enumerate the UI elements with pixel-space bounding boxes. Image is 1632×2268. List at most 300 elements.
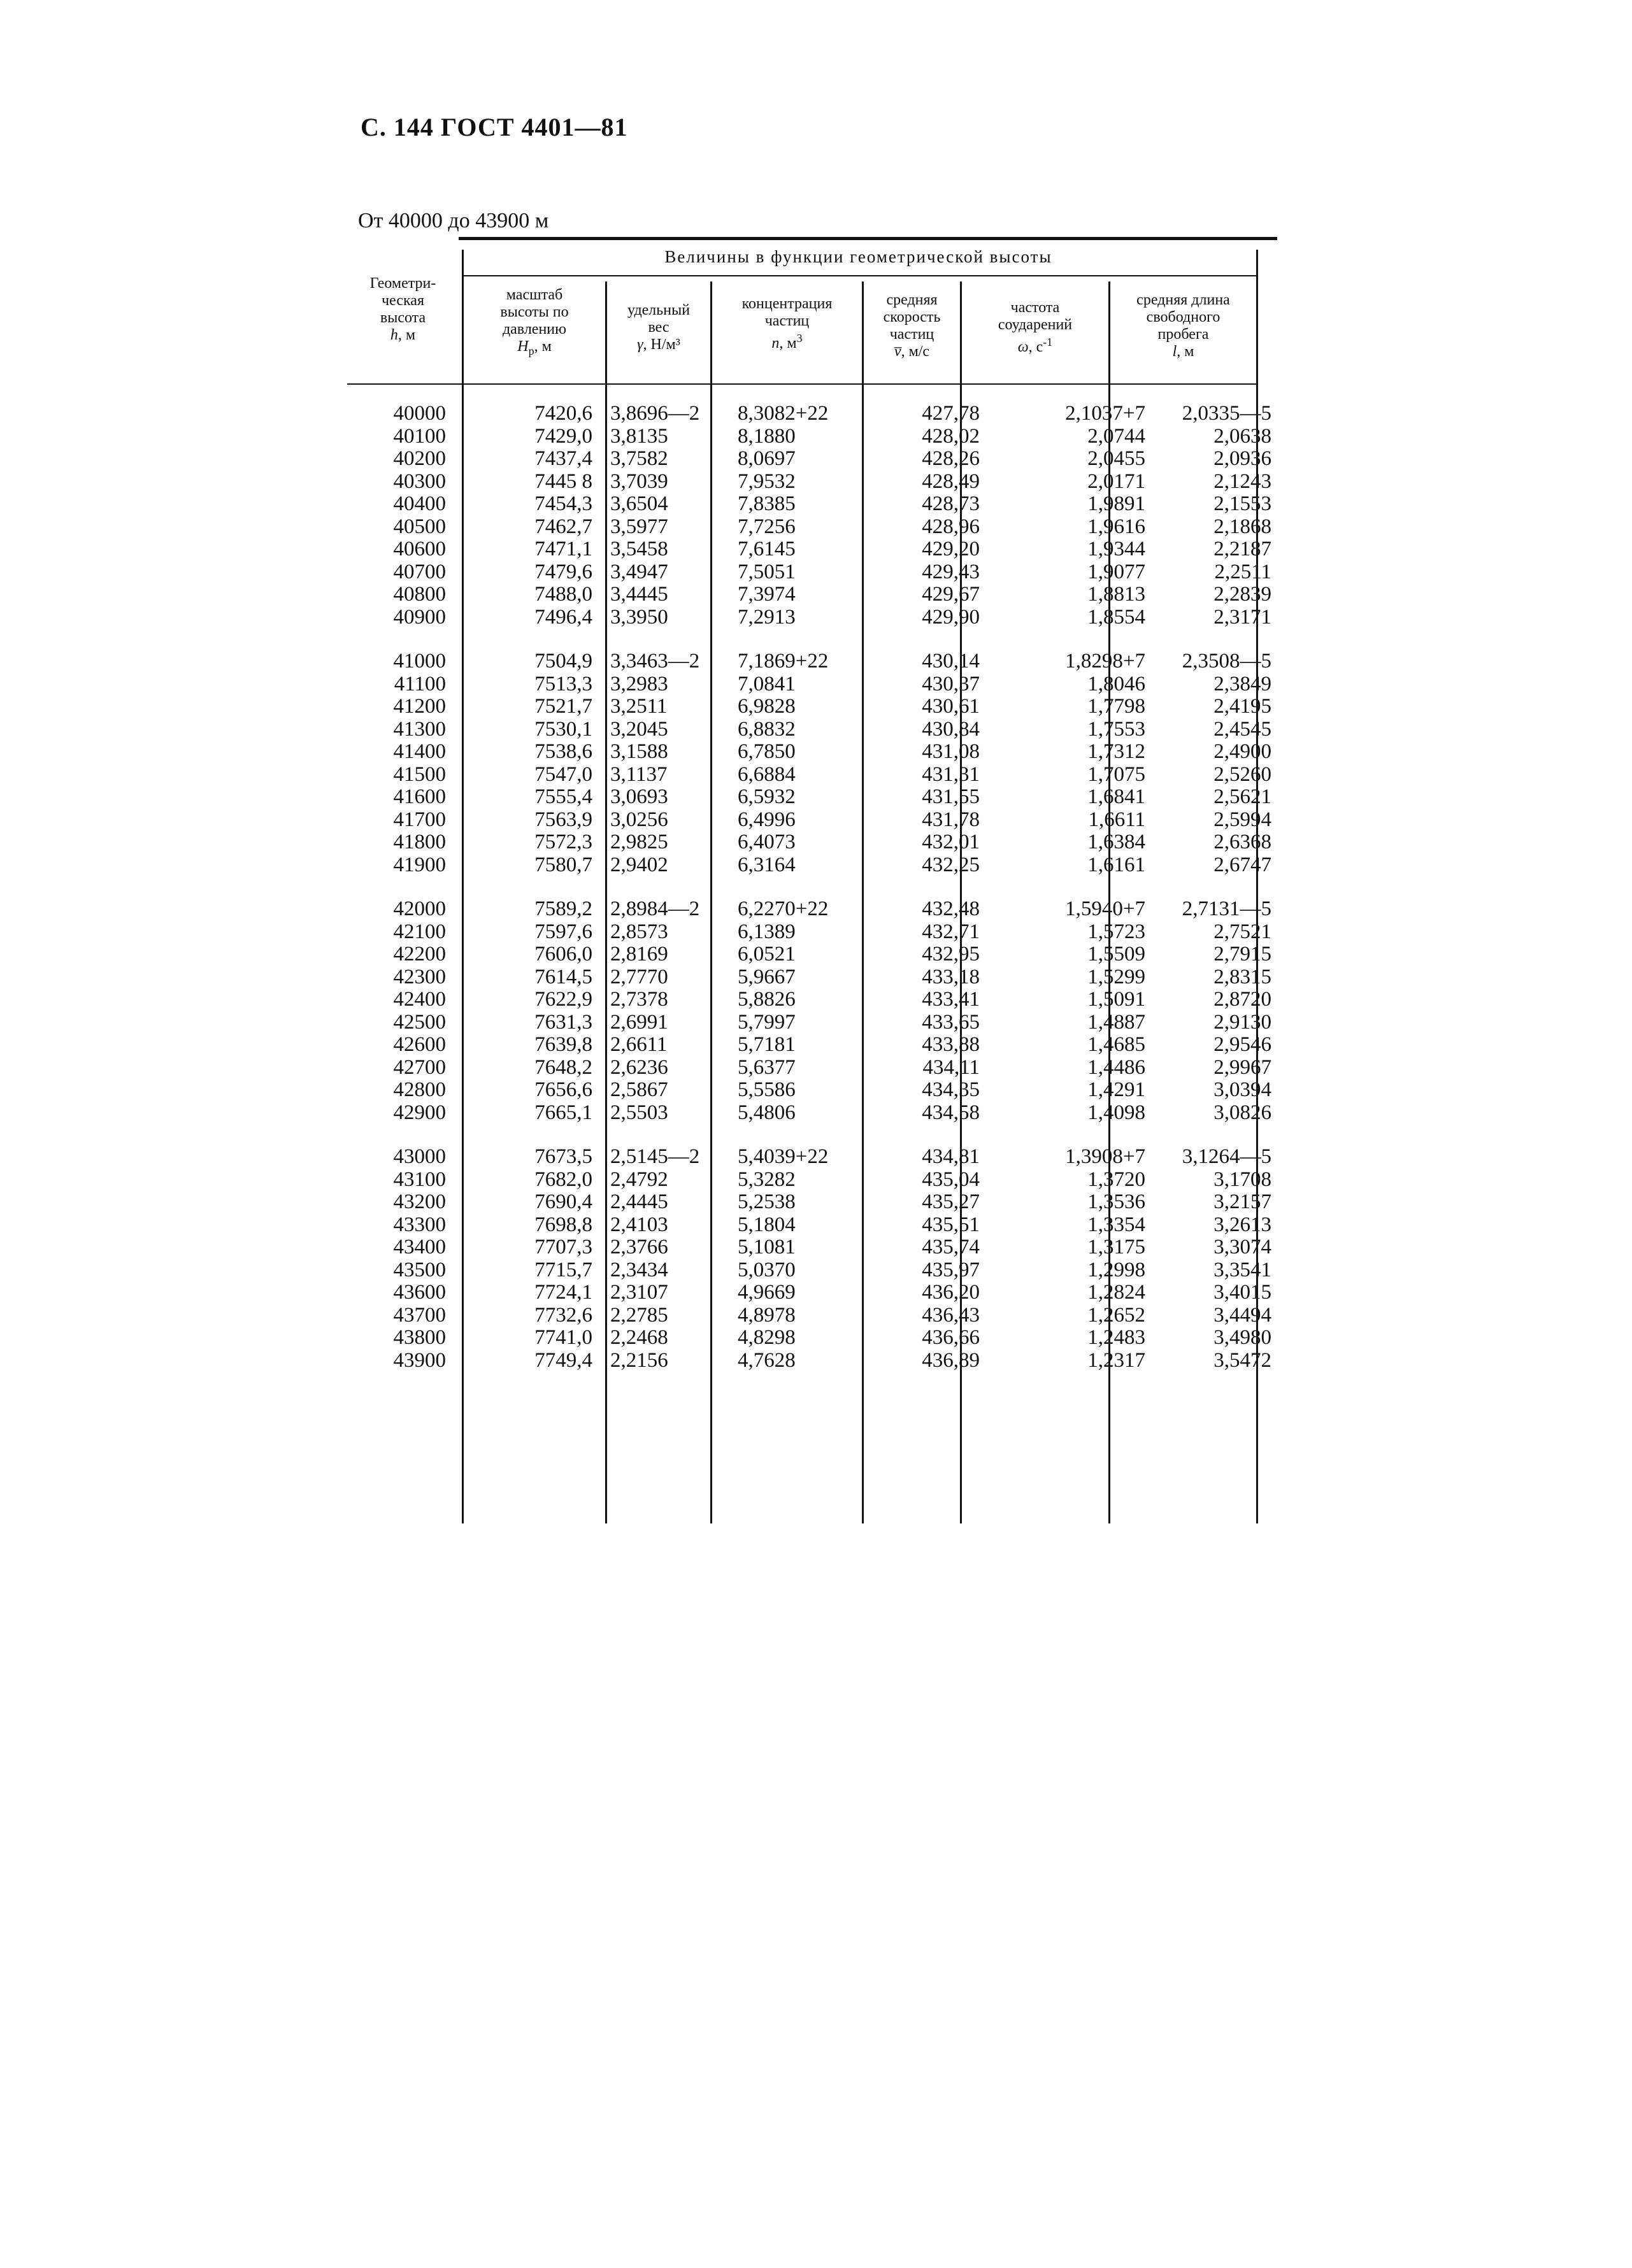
cell-pressure-scale: 7437,4 [534, 447, 592, 470]
cell-height: 42400 [393, 988, 446, 1011]
cell-pressure-scale: 7715,7 [534, 1258, 592, 1281]
cell-specific-weight: 3,3950 [610, 605, 668, 629]
cell-collision-frequency: 1,5723 [1087, 920, 1145, 943]
cell-height: 43600 [393, 1281, 446, 1304]
cell-height: 43100 [393, 1167, 446, 1191]
row-group [347, 898, 1277, 1124]
cell-mean-speed: 434,58 [922, 1101, 980, 1124]
cell-height: 41600 [393, 785, 446, 808]
cell-specific-weight: 3,0693 [610, 785, 668, 808]
cell-concentration: 4,7628 [738, 1348, 796, 1372]
cell-collision-frequency: 1,6161 [1087, 853, 1145, 876]
cell-collision-frequency: 1,7312 [1087, 740, 1145, 763]
table-row [347, 1304, 1277, 1327]
cell-specific-weight: 2,6236 [610, 1055, 668, 1079]
cell-mean-speed: 436,20 [922, 1281, 980, 1304]
header-freq-sup: -1 [1043, 336, 1053, 348]
header-speed-line3: частиц [889, 326, 934, 343]
cell-specific-weight: 3,2511 [610, 695, 668, 718]
cell-height: 40400 [393, 492, 446, 515]
cell-specific-weight: 2,9402 [610, 853, 668, 876]
cell-specific-weight: 3,5977 [610, 515, 668, 538]
header-conc-unit: , м [779, 335, 797, 352]
cell-height: 43400 [393, 1236, 446, 1259]
cell-collision-frequency: 2,0744 [1087, 424, 1145, 448]
cell-mean-speed: 435,97 [922, 1258, 980, 1281]
cell-collision-frequency: 1,6841 [1087, 785, 1145, 808]
cell-mean-free-path: 3,4980 [1213, 1326, 1271, 1349]
cell-pressure-scale: 7741,0 [534, 1326, 592, 1349]
cell-height: 40700 [393, 560, 446, 583]
cell-collision-frequency: 1,2483 [1087, 1326, 1145, 1349]
cell-specific-weight: 2,8984—2 [610, 897, 700, 920]
cell-concentration: 4,9669 [738, 1281, 796, 1304]
cell-specific-weight: 3,1588 [610, 740, 668, 763]
cell-height: 42900 [393, 1101, 446, 1124]
cell-height: 43200 [393, 1190, 446, 1213]
cell-collision-frequency: 1,7553 [1087, 717, 1145, 741]
cell-pressure-scale: 7580,7 [534, 853, 592, 876]
header-scale-line1: масштаб [506, 287, 563, 303]
table-row [347, 538, 1277, 561]
cell-height: 41800 [393, 831, 446, 853]
cell-mean-free-path: 3,2613 [1213, 1213, 1271, 1236]
cell-mean-free-path: 2,8720 [1213, 988, 1271, 1011]
cell-specific-weight: 2,7770 [610, 965, 668, 988]
cell-mean-speed: 431,08 [922, 740, 980, 763]
cell-height: 43500 [393, 1258, 446, 1281]
cell-height: 40200 [393, 447, 446, 470]
cell-mean-free-path: 2,7131—5 [1182, 897, 1271, 920]
cell-collision-frequency: 1,9891 [1087, 492, 1145, 515]
cell-mean-speed: 436,66 [922, 1326, 980, 1349]
cell-height: 41300 [393, 717, 446, 741]
cell-mean-free-path: 3,0394 [1213, 1078, 1271, 1101]
cell-concentration: 7,6145 [738, 538, 796, 560]
cell-mean-speed: 428,73 [922, 492, 980, 515]
table-row [347, 988, 1277, 1011]
cell-specific-weight: 3,7039 [610, 469, 668, 493]
cell-height: 42600 [393, 1033, 446, 1056]
cell-pressure-scale: 7597,6 [534, 920, 592, 943]
cell-collision-frequency: 1,5509 [1087, 943, 1145, 966]
cell-collision-frequency: 1,4291 [1087, 1078, 1145, 1101]
cell-collision-frequency: 1,5091 [1087, 988, 1145, 1011]
cell-concentration: 5,8826 [738, 988, 796, 1011]
cell-pressure-scale: 7420,6 [534, 402, 592, 425]
cell-collision-frequency: 1,6611 [1088, 808, 1145, 831]
table-row [347, 943, 1277, 966]
page-header: С. 144 ГОСТ 4401—81 [361, 113, 628, 141]
cell-mean-free-path: 2,3171 [1213, 605, 1271, 629]
cell-collision-frequency: 1,2317 [1087, 1348, 1145, 1372]
cell-collision-frequency: 1,3720 [1087, 1167, 1145, 1191]
cell-mean-free-path: 2,8315 [1213, 965, 1271, 988]
cell-specific-weight: 2,3766 [610, 1236, 668, 1259]
cell-mean-speed: 429,90 [922, 605, 980, 629]
cell-concentration: 5,1804 [738, 1213, 796, 1236]
cell-mean-speed: 431,78 [922, 808, 980, 831]
cell-pressure-scale: 7547,0 [534, 762, 592, 786]
cell-pressure-scale: 7479,6 [534, 560, 592, 583]
cell-mean-speed: 430,84 [922, 717, 980, 741]
header-scale-symbol: H [517, 338, 529, 355]
header-freq [962, 299, 1108, 356]
cell-mean-speed: 432,48 [922, 897, 980, 920]
cell-specific-weight: 3,3463—2 [610, 650, 700, 673]
cell-mean-speed: 430,61 [922, 695, 980, 718]
header-scale-line2: высоты по [500, 304, 569, 320]
cell-pressure-scale: 7538,6 [534, 740, 592, 763]
cell-specific-weight: 2,6611 [610, 1033, 668, 1056]
cell-collision-frequency: 1,9344 [1087, 538, 1145, 560]
cell-collision-frequency: 2,1037+7 [1065, 402, 1145, 425]
cell-pressure-scale: 7496,4 [534, 605, 592, 629]
cell-mean-speed: 432,95 [922, 943, 980, 966]
table-row [347, 673, 1277, 696]
header-path-symbol: l [1172, 343, 1177, 360]
cell-pressure-scale: 7707,3 [534, 1236, 592, 1259]
cell-height: 43800 [393, 1326, 446, 1349]
cell-pressure-scale: 7631,3 [534, 1010, 592, 1034]
cell-collision-frequency: 1,9616 [1087, 515, 1145, 538]
cell-mean-speed: 433,88 [922, 1033, 980, 1056]
table-row [347, 403, 1277, 425]
table-row [347, 516, 1277, 539]
cell-concentration: 6,4073 [738, 831, 796, 853]
table-row [347, 1327, 1277, 1350]
cell-specific-weight: 2,9825 [610, 831, 668, 853]
cell-mean-free-path: 3,4494 [1213, 1303, 1271, 1327]
cell-mean-free-path: 3,3074 [1213, 1236, 1271, 1259]
cell-pressure-scale: 7429,0 [534, 424, 592, 448]
cell-height: 42300 [393, 965, 446, 988]
cell-mean-free-path: 2,6747 [1213, 853, 1271, 876]
group-title: Величины в функции геометрической высоты [664, 247, 1052, 266]
table-row [347, 1236, 1277, 1259]
header-path [1110, 292, 1256, 360]
cell-pressure-scale: 7530,1 [534, 717, 592, 741]
row-group [347, 403, 1277, 629]
cell-concentration: 7,5051 [738, 560, 796, 583]
header-scale-line3: давлению [502, 321, 567, 338]
cell-concentration: 7,2913 [738, 605, 796, 629]
cell-concentration: 6,7850 [738, 740, 796, 763]
cell-specific-weight: 3,6504 [610, 492, 668, 515]
cell-collision-frequency: 1,7075 [1087, 762, 1145, 786]
cell-specific-weight: 3,5458 [610, 538, 668, 560]
cell-mean-speed: 433,41 [922, 988, 980, 1011]
cell-concentration: 5,3282 [738, 1167, 796, 1191]
cell-concentration: 6,6884 [738, 762, 796, 786]
cell-mean-speed: 435,74 [922, 1236, 980, 1259]
cell-specific-weight: 3,0256 [610, 808, 668, 831]
table-row [347, 1214, 1277, 1237]
header-bottom-rule [347, 383, 1258, 385]
header-freq-line2: соударений [998, 317, 1073, 333]
cell-concentration: 7,1869+22 [738, 650, 829, 673]
table-row [347, 1191, 1277, 1214]
cell-height: 40000 [393, 402, 446, 425]
cell-mean-free-path: 2,3508—5 [1182, 650, 1271, 673]
cell-mean-free-path: 3,1264—5 [1182, 1145, 1271, 1168]
table-row [347, 809, 1277, 832]
header-speed-line1: средняя [886, 292, 938, 308]
cell-collision-frequency: 1,2824 [1087, 1281, 1145, 1304]
cell-mean-speed: 429,43 [922, 560, 980, 583]
table-row [347, 854, 1277, 877]
cell-concentration: 8,3082+22 [738, 402, 829, 425]
cell-pressure-scale: 7614,5 [534, 965, 592, 988]
cell-concentration: 4,8978 [738, 1303, 796, 1327]
cell-height: 41100 [394, 672, 446, 695]
cell-collision-frequency: 2,0455 [1087, 447, 1145, 470]
range-caption: От 40000 до 43900 м [358, 209, 549, 232]
cell-mean-free-path: 2,9546 [1213, 1033, 1271, 1056]
cell-mean-speed: 428,96 [922, 515, 980, 538]
cell-mean-free-path: 2,4900 [1213, 740, 1271, 763]
cell-pressure-scale: 7572,3 [534, 831, 592, 853]
header-conc-symbol: n [771, 335, 780, 352]
table-row [347, 966, 1277, 989]
table-row [347, 448, 1277, 471]
cell-specific-weight: 2,5867 [610, 1078, 668, 1101]
header-speed-symbol: v̅ [894, 343, 901, 360]
cell-collision-frequency: 1,6384 [1087, 831, 1145, 853]
table-row [347, 650, 1277, 673]
cell-height: 41400 [393, 740, 446, 763]
header-scale [464, 287, 605, 360]
header-speed-unit: , м/с [901, 343, 930, 360]
cell-height: 43300 [393, 1213, 446, 1236]
cell-concentration: 6,3164 [738, 853, 796, 876]
cell-specific-weight: 2,2156 [610, 1348, 668, 1372]
table-row [347, 583, 1277, 606]
cell-concentration: 5,5586 [738, 1078, 796, 1101]
cell-pressure-scale: 7698,8 [534, 1213, 592, 1236]
header-height-line3: высота [380, 310, 426, 326]
cell-collision-frequency: 1,8046 [1087, 672, 1145, 695]
cell-mean-speed: 434,11 [922, 1055, 980, 1079]
cell-concentration: 6,4996 [738, 808, 796, 831]
cell-specific-weight: 2,2468 [610, 1326, 668, 1349]
cell-collision-frequency: 1,8554 [1087, 605, 1145, 629]
cell-mean-free-path: 3,3541 [1213, 1258, 1271, 1281]
cell-pressure-scale: 7682,0 [534, 1167, 592, 1191]
cell-concentration: 5,2538 [738, 1190, 796, 1213]
cell-collision-frequency: 1,7798 [1087, 695, 1145, 718]
cell-mean-speed: 435,51 [922, 1213, 980, 1236]
header-weight-line2: вес [648, 319, 669, 336]
cell-mean-speed: 434,81 [922, 1145, 980, 1168]
cell-mean-free-path: 2,2511 [1214, 560, 1271, 583]
cell-concentration: 5,7997 [738, 1010, 796, 1034]
cell-mean-speed: 436,89 [922, 1348, 980, 1372]
cell-height: 40600 [393, 538, 446, 560]
cell-mean-free-path: 2,1868 [1213, 515, 1271, 538]
cell-height: 42100 [393, 920, 446, 943]
table-row [347, 493, 1277, 516]
header-conc-line1: концентрация [741, 296, 833, 312]
cell-pressure-scale: 7648,2 [534, 1055, 592, 1079]
cell-height: 41000 [393, 650, 446, 673]
cell-concentration: 6,2270+22 [738, 897, 829, 920]
cell-mean-speed: 429,20 [922, 538, 980, 560]
cell-height: 41200 [393, 695, 446, 718]
cell-height: 43000 [393, 1145, 446, 1168]
header-freq-symbol: ω [1017, 339, 1029, 355]
cell-mean-free-path: 2,9130 [1213, 1010, 1271, 1034]
header-height [347, 275, 459, 344]
cell-collision-frequency: 1,5940+7 [1065, 897, 1145, 920]
cell-concentration: 4,8298 [738, 1326, 796, 1349]
header-path-unit: , м [1177, 343, 1194, 360]
cell-mean-speed: 427,78 [922, 402, 980, 425]
cell-concentration: 5,9667 [738, 965, 796, 988]
cell-pressure-scale: 7656,6 [534, 1078, 592, 1101]
cell-mean-speed: 433,65 [922, 1010, 980, 1034]
header-conc-line2: частиц [764, 313, 810, 329]
table-row [347, 1259, 1277, 1282]
table-top-rule [459, 237, 1277, 240]
cell-mean-free-path: 2,9967 [1213, 1055, 1271, 1079]
table-row [347, 1079, 1277, 1102]
cell-pressure-scale: 7749,4 [534, 1348, 592, 1372]
cell-pressure-scale: 7639,8 [534, 1033, 592, 1056]
cell-height: 41700 [393, 808, 446, 831]
cell-mean-free-path: 2,6368 [1213, 831, 1271, 853]
cell-specific-weight: 3,4445 [610, 583, 668, 606]
header-path-line1: средняя длина [1136, 292, 1230, 308]
cell-height: 41900 [393, 853, 446, 876]
cell-collision-frequency: 1,3175 [1087, 1236, 1145, 1259]
cell-concentration: 7,8385 [738, 492, 796, 515]
cell-mean-free-path: 2,4195 [1213, 695, 1271, 718]
header-weight-line1: удельный [627, 302, 691, 318]
cell-height: 40300 [393, 469, 446, 493]
cell-concentration: 5,4039+22 [738, 1145, 829, 1168]
table-row [347, 695, 1277, 718]
cell-mean-speed: 435,04 [922, 1167, 980, 1191]
cell-mean-speed: 433,18 [922, 965, 980, 988]
cell-pressure-scale: 7732,6 [534, 1303, 592, 1327]
header-rule [462, 275, 1258, 276]
cell-mean-speed: 431,31 [922, 762, 980, 786]
header-freq-unit: , с [1028, 339, 1043, 355]
cell-pressure-scale: 7724,1 [534, 1281, 592, 1304]
table-row [347, 718, 1277, 741]
header-conc-sup: 3 [796, 332, 803, 345]
table-row [347, 1034, 1277, 1057]
cell-collision-frequency: 1,4098 [1087, 1101, 1145, 1124]
table-row [347, 425, 1277, 448]
cell-concentration: 6,5932 [738, 785, 796, 808]
header-scale-sub: p [528, 344, 534, 357]
cell-height: 40500 [393, 515, 446, 538]
cell-concentration: 5,1081 [738, 1236, 796, 1259]
cell-pressure-scale: 7454,3 [534, 492, 592, 515]
cell-mean-speed: 432,71 [922, 920, 980, 943]
cell-pressure-scale: 7471,1 [534, 538, 592, 560]
cell-pressure-scale: 7513,3 [534, 672, 592, 695]
table-row [347, 1169, 1277, 1192]
cell-mean-speed: 428,02 [922, 424, 980, 448]
cell-height: 42200 [393, 943, 446, 966]
cell-mean-speed: 428,26 [922, 447, 980, 470]
cell-collision-frequency: 1,8813 [1087, 583, 1145, 606]
cell-height: 40900 [393, 605, 446, 629]
cell-height: 40100 [393, 424, 446, 448]
cell-pressure-scale: 7555,4 [534, 785, 592, 808]
cell-mean-free-path: 2,7521 [1213, 920, 1271, 943]
cell-mean-free-path: 2,1243 [1213, 469, 1271, 493]
cell-concentration: 8,1880 [738, 424, 796, 448]
cell-mean-free-path: 2,2187 [1213, 538, 1271, 560]
cell-mean-free-path: 2,0335—5 [1182, 402, 1271, 425]
cell-mean-speed: 435,27 [922, 1190, 980, 1213]
cell-mean-free-path: 3,4015 [1213, 1281, 1271, 1304]
cell-mean-free-path: 3,0826 [1213, 1101, 1271, 1124]
cell-mean-free-path: 2,5260 [1213, 762, 1271, 786]
header-weight-unit: , Н/м³ [643, 336, 680, 353]
table-row [347, 921, 1277, 944]
cell-height: 43900 [393, 1348, 446, 1372]
cell-concentration: 5,4806 [738, 1101, 796, 1124]
cell-concentration: 6,9828 [738, 695, 796, 718]
table-row [347, 898, 1277, 921]
header-scale-unit: , м [534, 338, 552, 355]
cell-concentration: 6,0521 [738, 943, 796, 966]
table-row [347, 561, 1277, 584]
header-height-unit: , м [397, 327, 416, 343]
cell-concentration: 8,0697 [738, 447, 796, 470]
cell-specific-weight: 2,3107 [610, 1281, 668, 1304]
cell-pressure-scale: 7462,7 [534, 515, 592, 538]
cell-concentration: 5,0370 [738, 1258, 796, 1281]
cell-specific-weight: 2,4792 [610, 1167, 668, 1191]
cell-mean-free-path: 2,0936 [1213, 447, 1271, 470]
cell-mean-speed: 432,25 [922, 853, 980, 876]
cell-mean-speed: 430,14 [922, 650, 980, 673]
cell-collision-frequency: 1,5299 [1087, 965, 1145, 988]
cell-collision-frequency: 1,4685 [1087, 1033, 1145, 1056]
cell-mean-free-path: 2,5994 [1213, 808, 1271, 831]
cell-collision-frequency: 1,8298+7 [1065, 650, 1145, 673]
cell-collision-frequency: 1,2652 [1087, 1303, 1145, 1327]
cell-specific-weight: 3,8135 [610, 424, 668, 448]
cell-concentration: 7,3974 [738, 583, 796, 606]
cell-specific-weight: 2,7378 [610, 988, 668, 1011]
cell-specific-weight: 3,1137 [610, 762, 668, 786]
cell-specific-weight: 2,6991 [610, 1010, 668, 1034]
cell-specific-weight: 2,2785 [610, 1303, 668, 1327]
cell-mean-speed: 428,49 [922, 469, 980, 493]
table-row [347, 1102, 1277, 1125]
table-row [347, 606, 1277, 629]
cell-mean-free-path: 2,1553 [1213, 492, 1271, 515]
cell-mean-speed: 434,35 [922, 1078, 980, 1101]
cell-specific-weight: 3,8696—2 [610, 402, 700, 425]
cell-height: 42800 [393, 1078, 446, 1101]
table-row [347, 831, 1277, 854]
cell-mean-free-path: 3,5472 [1213, 1348, 1271, 1372]
cell-collision-frequency: 1,3908+7 [1065, 1145, 1145, 1168]
cell-specific-weight: 2,5503 [610, 1101, 668, 1124]
cell-collision-frequency: 1,3536 [1087, 1190, 1145, 1213]
cell-mean-speed: 436,43 [922, 1303, 980, 1327]
header-height-line1: Геометри- [369, 275, 436, 292]
cell-specific-weight: 2,3434 [610, 1258, 668, 1281]
